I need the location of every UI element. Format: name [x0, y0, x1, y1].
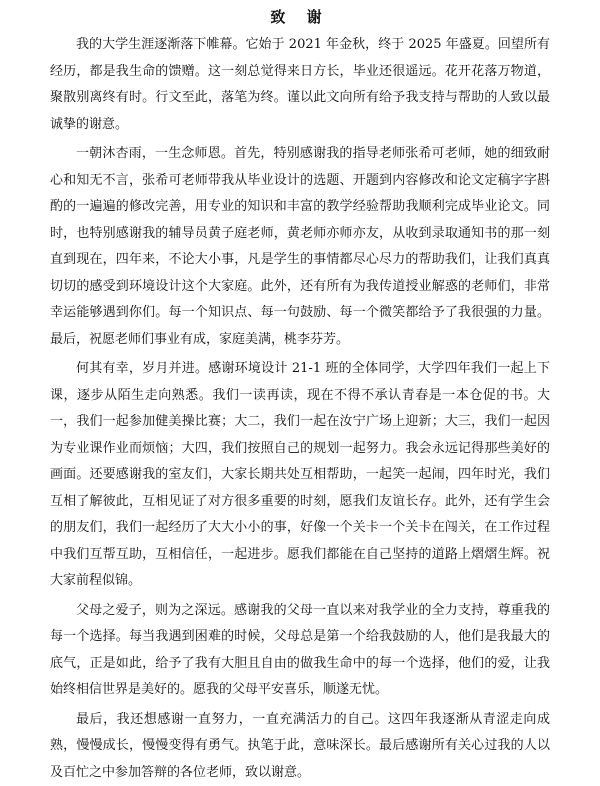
paragraph-teachers: 一朝沐杏雨，一生念师恩。首先，特别感谢我的指导老师张希可老师，她的细致耐心和知无不言，张希可老师带我从毕业设计的选题、开题到内容修改和论文定稿字字斟酌的一遍遍的修改完善，用专业的知识和丰富的教学经验帮助我顺利完成毕业论文。同时，也特别感谢我的辅导员黄子庭老师，黄老师亦师亦友，从收到录取通知书的那一刻直到现在，四年来，不论大小事，凡是学生的事情都尽心尽力的帮助我们，让我们真真切切的感受到环境设计这个大家庭。此外，还有所有为我传道授业解惑的老师们，非常幸运能够遇到你们。每一个知识点、每一句鼓励、每一个微笑都给予了我很强的力量。最后，祝愿老师们事业有成，家庭美满，桃李芬芳。 — [50, 141, 550, 353]
paragraph-self: 最后，我还想感谢一直努力，一直充满活力的自己。这四年我逐渐从青涩走向成熟，慢慢成长，慢慢变得有勇气。执笔于此，意味深长。最后感谢所有关心过我的人以及百忙之中参加答辩的各位老师，致以谢意。 — [50, 707, 550, 786]
page-title: 致 谢 — [50, 6, 550, 28]
paragraph-classmates: 何其有幸，岁月并进。感谢环境设计 21-1 班的全体同学，大学四年我们一起上下课，逐步从陌生走向熟悉。我们一读再读，现在不得不承认青春是一本仓促的书。大一，我们一起参加健美操比赛；大二，我们一起在汝宁广场上迎新；大三，我们一起因为专业课作业而烦恼；大四，我们按照自己的规划一起努力。我会永远记得那些美好的画面。还要感谢我的室友们，大家长期共处互相帮助，一起笑一起闹，四年时光，我们互相了解彼此，互相见证了对方很多重要的时刻，愿我们友谊长存。此外，还有学生会的朋友们，我们一起经历了大大小小的事，好像一个关卡一个关卡在闯关，在工作过程中我们互帮互助，互相信任，一起进步。愿我们都能在自己坚持的道路上熠熠生辉。祝大家前程似锦。 — [50, 356, 550, 595]
paragraph-parents: 父母之爱子，则为之深远。感谢我的父母一直以来对我学业的全力支持，尊重我的每一个选择。每当我遇到困难的时候，父母总是第一个给我鼓励的人，他们是我最大的底气，正是如此，给予了我有大胆且自由的做我生命中的每一个选择，他们的爱，让我始终相信世界是美好的。愿我的父母平安喜乐，顺遂无忧。 — [50, 598, 550, 704]
paragraph-intro: 我的大学生涯逐渐落下帷幕。它始于 2021 年金秋，终于 2025 年盛夏。回望所有经历，都是我生命的馈赠。这一刻总觉得来日方长，毕业还很遥远。花开花落万物道，聚散别离终有时。行文至此，落笔为终。谨以此文向所有给予我支持与帮助的人致以最诚挚的谢意。 — [50, 32, 550, 138]
